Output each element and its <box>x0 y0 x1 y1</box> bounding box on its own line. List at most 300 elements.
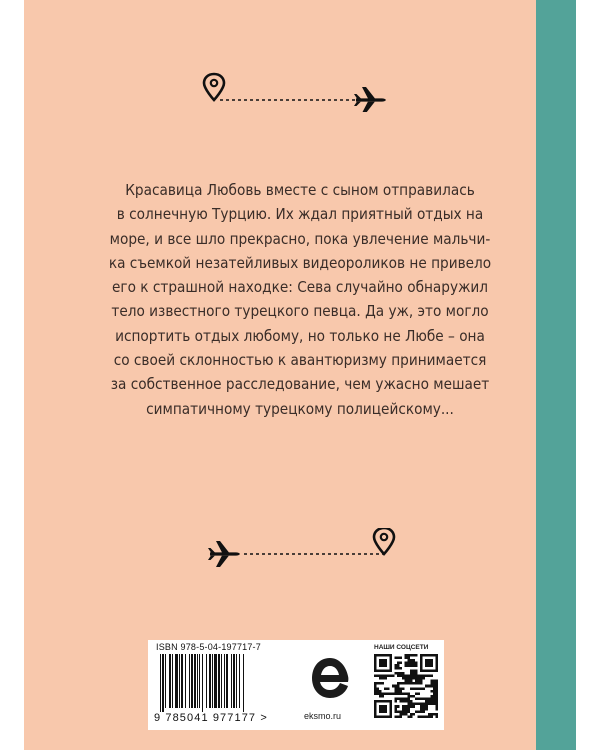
qr-module <box>428 654 431 657</box>
qr-module <box>420 687 423 690</box>
qr-module <box>407 695 410 698</box>
qr-module <box>412 654 415 657</box>
qr-module <box>382 700 385 703</box>
qr-module <box>377 700 380 703</box>
qr-module <box>379 710 382 713</box>
qr-module <box>379 674 382 677</box>
qr-module <box>402 677 405 680</box>
qr-module <box>402 698 405 701</box>
qr-module <box>407 674 410 677</box>
qr-module <box>387 654 390 657</box>
qr-module <box>410 654 413 657</box>
bottom-route <box>200 528 400 570</box>
qr-module <box>379 708 382 711</box>
barcode-bar <box>221 654 222 708</box>
barcode-digits <box>154 712 268 724</box>
qr-module <box>374 692 377 695</box>
isbn-label: ISBN 978-5-04-197717-7 <box>156 642 261 652</box>
qr-module <box>374 667 377 670</box>
barcode-bar <box>194 654 196 708</box>
qr-module <box>397 705 400 708</box>
qr-module <box>405 654 408 657</box>
qr-module <box>392 674 395 677</box>
qr-module <box>407 698 410 701</box>
qr-module <box>428 700 431 703</box>
qr-module <box>418 710 421 713</box>
qr-module <box>433 685 436 688</box>
qr-module <box>433 682 436 685</box>
description-line: тело известного турецкого певца. Да уж, это могло <box>111 302 489 321</box>
qr-module <box>405 657 408 660</box>
barcode-bar <box>202 654 203 712</box>
qr-module <box>389 657 392 660</box>
qr-module <box>379 664 382 667</box>
qr-module <box>374 690 377 693</box>
qr-module <box>433 690 436 693</box>
qr-module <box>425 674 428 677</box>
qr-module <box>397 672 400 675</box>
qr-module <box>397 692 400 695</box>
qr-module <box>389 715 392 718</box>
barcode-bar <box>160 654 161 712</box>
qr-module <box>387 692 390 695</box>
qr-module <box>435 685 438 688</box>
qr-module <box>402 705 405 708</box>
qr-module <box>377 687 380 690</box>
qr-module <box>430 662 433 665</box>
qr-module <box>407 708 410 711</box>
barcode-bar <box>243 654 244 712</box>
qr-module <box>415 680 418 683</box>
qr-module <box>415 710 418 713</box>
qr-module <box>400 667 403 670</box>
qr-module <box>377 654 380 657</box>
barcode-bar <box>191 654 193 708</box>
qr-module <box>389 674 392 677</box>
qr-module <box>415 677 418 680</box>
qr-module <box>384 662 387 665</box>
qr-module <box>402 713 405 716</box>
qr-module <box>397 664 400 667</box>
qr-module <box>394 700 397 703</box>
qr-module <box>389 705 392 708</box>
qr-module <box>407 682 410 685</box>
qr-module <box>435 705 438 708</box>
qr-module <box>394 664 397 667</box>
qr-module <box>400 662 403 665</box>
qr-module <box>400 682 403 685</box>
qr-module <box>435 713 438 716</box>
qr-module <box>415 672 418 675</box>
qr-module <box>420 664 423 667</box>
qr-module <box>394 692 397 695</box>
qr-module <box>382 705 385 708</box>
qr-module <box>423 703 426 706</box>
qr-module <box>412 677 415 680</box>
qr-module <box>384 700 387 703</box>
qr-module <box>418 674 421 677</box>
qr-module <box>382 682 385 685</box>
qr-module <box>387 674 390 677</box>
qr-module <box>382 715 385 718</box>
qr-module <box>410 664 413 667</box>
qr-module <box>435 654 438 657</box>
qr-module <box>415 682 418 685</box>
qr-module <box>410 680 413 683</box>
barcode-bar <box>162 654 164 712</box>
qr-module <box>382 692 385 695</box>
qr-module <box>430 713 433 716</box>
qr-module <box>394 667 397 670</box>
qr-module <box>423 715 426 718</box>
qr-module <box>430 698 433 701</box>
barcode-bar <box>179 654 180 708</box>
qr-module <box>402 700 405 703</box>
qr-module <box>415 664 418 667</box>
qr-module <box>415 674 418 677</box>
barcode-arrow: > <box>260 712 268 724</box>
qr-module <box>405 680 408 683</box>
qr-module <box>425 654 428 657</box>
qr-module <box>389 710 392 713</box>
location-pin-icon <box>374 528 394 554</box>
qr-module <box>423 669 426 672</box>
qr-module <box>394 690 397 693</box>
qr-module <box>433 692 436 695</box>
qr-module <box>415 662 418 665</box>
description-line: море, и все шло прекрасно, пока увлечение мальчи- <box>109 229 491 248</box>
qr-module <box>412 705 415 708</box>
qr-module <box>382 659 385 662</box>
qr-module <box>405 674 408 677</box>
qr-module <box>412 682 415 685</box>
qr-module <box>428 698 431 701</box>
qr-module <box>379 695 382 698</box>
qr-module <box>425 708 428 711</box>
qr-module <box>400 692 403 695</box>
qr-module <box>418 715 421 718</box>
qr-module <box>374 703 377 706</box>
qr-module <box>430 654 433 657</box>
qr-module <box>407 700 410 703</box>
qr-module <box>397 682 400 685</box>
qr-module <box>420 710 423 713</box>
qr-module <box>384 692 387 695</box>
barcode-bar <box>239 654 240 708</box>
description-line: испортить отдых любому, но только не Любе – она <box>115 326 485 345</box>
barcode-bar <box>214 654 217 708</box>
qr-module <box>389 692 392 695</box>
qr-module <box>435 692 438 695</box>
qr-module <box>420 659 423 662</box>
qr-module <box>405 708 408 711</box>
qr-module <box>418 703 421 706</box>
qr-module <box>412 687 415 690</box>
qr-module <box>410 715 413 718</box>
publisher-site: eksmo.ru <box>304 711 342 721</box>
qr-module <box>384 705 387 708</box>
barcode-bar <box>206 654 207 708</box>
barcode-bar <box>218 654 220 708</box>
qr-module <box>394 687 397 690</box>
qr-module <box>435 659 438 662</box>
qr-module <box>410 677 413 680</box>
qr-module <box>410 682 413 685</box>
qr-module <box>430 715 433 718</box>
qr-module <box>379 692 382 695</box>
qr-module <box>428 664 431 667</box>
qr-module <box>435 700 438 703</box>
qr-module <box>374 669 377 672</box>
barcode-bar <box>231 654 232 708</box>
qr-module <box>400 700 403 703</box>
barcode-bar <box>226 654 228 708</box>
qr-module <box>435 708 438 711</box>
qr-module <box>435 715 438 718</box>
qr-module <box>433 703 436 706</box>
qr-module <box>397 698 400 701</box>
qr-module <box>435 682 438 685</box>
qr-module <box>384 659 387 662</box>
qr-module <box>412 669 415 672</box>
qr-module <box>412 664 415 667</box>
qr-module <box>374 685 377 688</box>
qr-module <box>435 667 438 670</box>
qr-module <box>387 715 390 718</box>
qr-module <box>389 664 392 667</box>
qr-module <box>394 657 397 660</box>
qr-module <box>382 664 385 667</box>
barcode-bar <box>212 654 213 708</box>
qr-module <box>407 692 410 695</box>
qr-module <box>415 698 418 701</box>
qr-module <box>379 669 382 672</box>
qr-module <box>410 713 413 716</box>
qr-module <box>394 685 397 688</box>
qr-module <box>402 672 405 675</box>
qr-module <box>425 669 428 672</box>
qr-module <box>374 687 377 690</box>
qr-module <box>420 669 423 672</box>
qr-module <box>394 710 397 713</box>
qr-module <box>425 700 428 703</box>
qr-module <box>420 705 423 708</box>
qr-module <box>405 677 408 680</box>
qr-module <box>389 669 392 672</box>
qr-module <box>435 657 438 660</box>
qr-module <box>405 682 408 685</box>
qr-module <box>405 705 408 708</box>
qr-module <box>382 669 385 672</box>
qr-module <box>407 680 410 683</box>
qr-module <box>400 715 403 718</box>
qr-module <box>415 703 418 706</box>
qr-module <box>407 659 410 662</box>
qr-module <box>423 710 426 713</box>
qr-module <box>400 657 403 660</box>
qr-module <box>423 687 426 690</box>
qr-module <box>412 659 415 662</box>
qr-module <box>430 664 433 667</box>
qr-module <box>389 713 392 716</box>
qr-module <box>412 695 415 698</box>
top-route <box>200 72 400 112</box>
qr-module <box>402 692 405 695</box>
qr-module <box>397 685 400 688</box>
qr-module <box>412 672 415 675</box>
qr-module <box>389 667 392 670</box>
qr-module <box>430 680 433 683</box>
qr-module <box>384 687 387 690</box>
qr-module <box>420 715 423 718</box>
qr-module <box>412 674 415 677</box>
book-spine <box>536 0 576 750</box>
qr-module <box>407 710 410 713</box>
qr-module <box>402 682 405 685</box>
qr-module <box>435 698 438 701</box>
qr-module <box>400 687 403 690</box>
qr-module <box>374 654 377 657</box>
qr-module <box>382 674 385 677</box>
qr-module <box>384 674 387 677</box>
qr-module <box>384 669 387 672</box>
qr-module <box>428 674 431 677</box>
description-line: со своей склонностью к авантюризму принимается <box>113 351 487 370</box>
qr-module <box>415 654 418 657</box>
description-line: ка съемкой незатейливых видеороликов не привело <box>108 253 492 272</box>
barcode-panel <box>148 640 444 730</box>
qr-module <box>379 682 382 685</box>
qr-module <box>407 664 410 667</box>
qr-module <box>410 669 413 672</box>
description-line: Красавица Любовь вместе с сыном отправилась <box>125 181 475 199</box>
qr-module <box>418 677 421 680</box>
description-line: в солнечную Турцию. Их ждал приятный отдых на <box>116 205 484 224</box>
qr-module <box>433 680 436 683</box>
qr-module <box>435 680 438 683</box>
qr-module <box>420 680 423 683</box>
qr-module <box>433 695 436 698</box>
qr-module <box>382 695 385 698</box>
qr-module <box>379 690 382 693</box>
barcode-image <box>158 654 282 712</box>
qr-module <box>384 664 387 667</box>
qr-module <box>425 685 428 688</box>
qr-module <box>418 692 421 695</box>
qr-module <box>423 708 426 711</box>
qr-module <box>433 698 436 701</box>
qr-module <box>428 669 431 672</box>
qr-module <box>394 672 397 675</box>
qr-module <box>420 682 423 685</box>
qr-module <box>425 715 428 718</box>
qr-module <box>423 654 426 657</box>
qr-module <box>428 715 431 718</box>
qr-module <box>410 662 413 665</box>
qr-module <box>389 700 392 703</box>
qr-module <box>374 705 377 708</box>
page-margin <box>576 0 600 750</box>
barcode-bar <box>169 654 171 708</box>
qr-module <box>374 657 377 660</box>
qr-module <box>410 659 413 662</box>
qr-module <box>374 659 377 662</box>
qr-module <box>382 662 385 665</box>
qr-module <box>418 680 421 683</box>
qr-module <box>400 698 403 701</box>
qr-module <box>384 677 387 680</box>
barcode-bar <box>197 654 198 708</box>
qr-module <box>430 682 433 685</box>
qr-module <box>430 674 433 677</box>
qr-module <box>392 692 395 695</box>
barcode-bar <box>165 654 166 708</box>
qr-module <box>428 659 431 662</box>
qr-module <box>410 705 413 708</box>
qr-module <box>433 687 436 690</box>
qr-module <box>392 685 395 688</box>
qr-module <box>382 710 385 713</box>
qr-module <box>397 687 400 690</box>
qr-module <box>374 682 377 685</box>
qr-module <box>430 700 433 703</box>
qr-module <box>420 708 423 711</box>
qr-module <box>407 654 410 657</box>
qr-module <box>405 700 408 703</box>
qr-module <box>420 674 423 677</box>
qr-module <box>377 692 380 695</box>
qr-module <box>379 705 382 708</box>
qr-module <box>435 690 438 693</box>
qr-module <box>428 685 431 688</box>
qr-module <box>379 677 382 680</box>
barcode-bar <box>185 654 186 708</box>
qr-module <box>405 698 408 701</box>
qr-module <box>389 708 392 711</box>
qr-module <box>377 669 380 672</box>
qr-module <box>418 687 421 690</box>
qr-module <box>377 682 380 685</box>
qr-module <box>397 667 400 670</box>
barcode-bar <box>199 654 200 708</box>
qr-module <box>377 690 380 693</box>
qr-module <box>379 654 382 657</box>
qr-module <box>382 654 385 657</box>
qr-module <box>410 674 413 677</box>
barcode-bar <box>189 654 190 708</box>
qr-module <box>389 654 392 657</box>
description-line: за собственное расследование, чем ужасно мешает <box>110 375 490 394</box>
eksmo-logo-icon <box>310 656 350 708</box>
qr-module <box>435 669 438 672</box>
qr-module <box>407 703 410 706</box>
qr-module <box>423 698 426 701</box>
qr-module <box>407 677 410 680</box>
qr-module <box>379 662 382 665</box>
qr-module <box>384 715 387 718</box>
qr-module <box>425 698 428 701</box>
qr-module <box>405 662 408 665</box>
qr-module <box>407 657 410 660</box>
barcode-bar <box>224 654 225 708</box>
qr-module <box>400 674 403 677</box>
qr-module <box>407 662 410 665</box>
qr-module <box>387 687 390 690</box>
qr-module <box>374 700 377 703</box>
qr-module <box>402 674 405 677</box>
qr-module <box>379 659 382 662</box>
airplane-icon <box>354 87 386 112</box>
